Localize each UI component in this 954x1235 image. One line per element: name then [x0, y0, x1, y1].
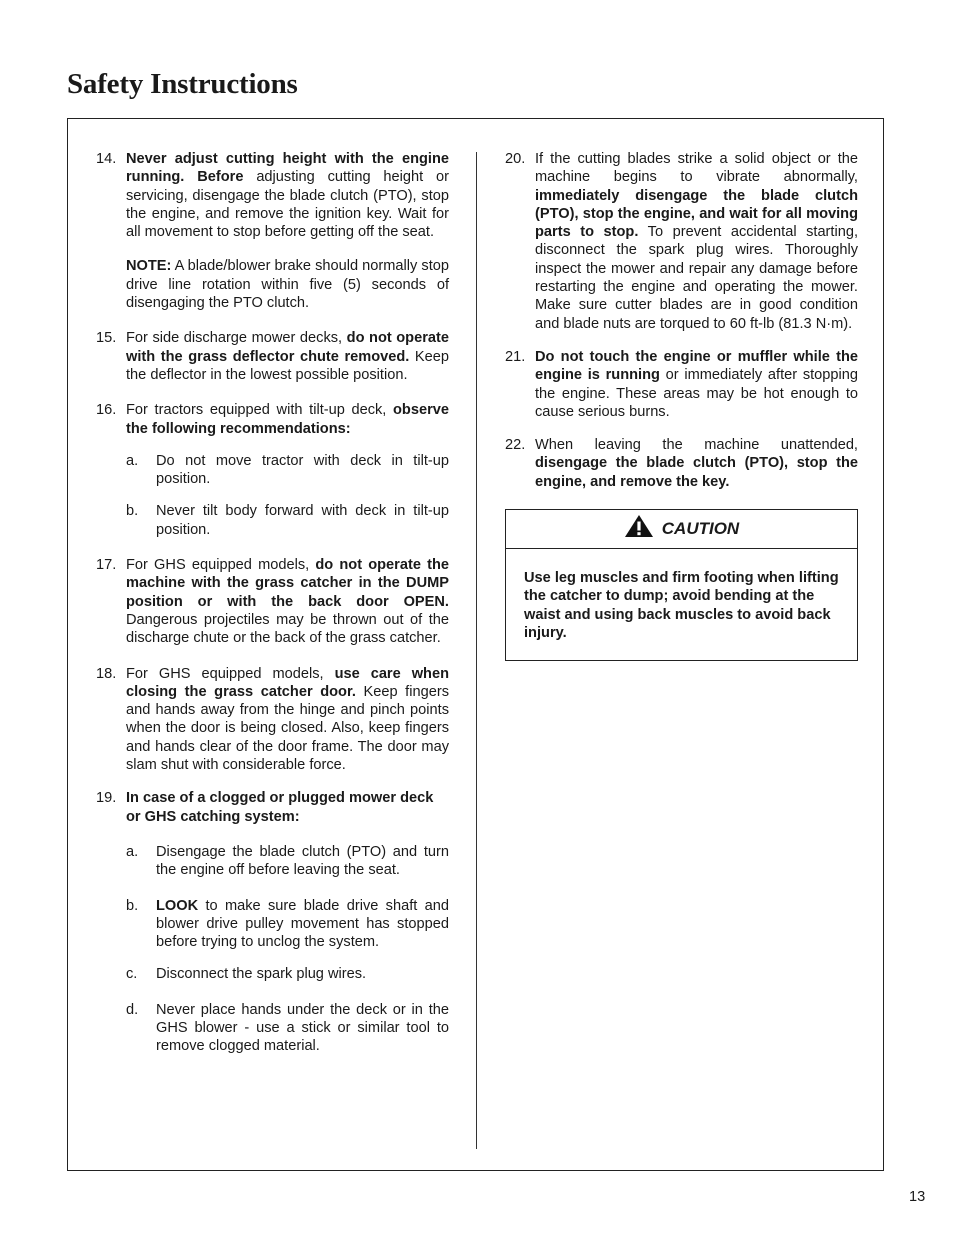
note: NOTE: A blade/blower brake should normally stop drive line rotation within five (5) seconds of disengaging the PTO clutch.: [126, 258, 449, 312]
instruction-20: 20. If the cutting blades strike a solid object or the machine begins to vibrate abnormally, immediately disengage the blade clutch (PTO), stop the engine, and wait for all moving parts to stop. To prevent accidental starting, disconnect the spark plug wires. Thoroughly inspect the mower and repair any damage before restarting the engine and operating the mower. Make sure cutter blades are in good condition and blade nuts are torqued to 60 ft-lb (81.3 N·m).: [505, 151, 859, 332]
item-number: 20.: [505, 151, 526, 167]
item-number: 18.: [96, 665, 117, 682]
item-number: 14.: [96, 151, 117, 167]
left-column: [96, 150, 449, 1056]
column-divider: [476, 152, 477, 1149]
instruction-18: 18. For GHS equipped models, use care when closing the grass catcher door. Keep fingers and hands away from the hinge and pinch points when the door is being closed. Also, keep fingers and hands clear of the door frame. The door may slam shut with considerable force.: [96, 665, 449, 774]
page-title: Safety Instructions: [67, 68, 298, 100]
instruction-21: 21. Do not touch the engine or muffler while the engine is running or immediately after stopping the engine. These areas may be hot enough to cause serious burns.: [505, 348, 858, 420]
instruction-14: 14. Never adjust cutting height with the engine running. Before adjusting cutting height or servicing, disengage the blade clutch (PTO), stop the engine, and remove the ignition key. Wait for all movement to stop before getting off the seat. NOTE: A blade/blower brake should normally stop drive line rotation within five (5) seconds of disengaging the PTO clutch.: [96, 151, 450, 312]
page-number: 13: [909, 1189, 926, 1205]
instruction-22: 22. When leaving the machine unattended, disengage the blade clutch (PTO), stop the engine, and remove the key.: [505, 437, 858, 490]
instruction-16: 16. For tractors equipped with tilt-up deck, observe the following recommendations: a. Do not move tractor with deck in tilt-up position. b. Never tilt body forward with deck in tilt-up position.: [96, 402, 449, 538]
instruction-19: 19. In case of a clogged or plugged mower deck or GHS catching system: a. Disengage the blade clutch (PTO) and turn the engine off before leaving the seat. b. LOOK to make sure blade drive shaft and blower drive pulley movement has stopped before trying to unclog the system. c. Disconnect the spark plug wires. d. Never place hands under the deck or in the GHS blower - use a stick or similar tool to remove clogged material.: [96, 790, 449, 1055]
sub-item: c. Disconnect the spark plug wires.: [126, 966, 367, 983]
warning-triangle-icon: [624, 514, 654, 543]
item-number: 19.: [96, 790, 117, 807]
right-column: [505, 150, 858, 661]
sub-item: b. Never tilt body forward with deck in tilt-up position.: [126, 503, 449, 538]
caution-box: [505, 509, 858, 661]
caution-title: CAUTION: [661, 518, 740, 538]
instruction-17: 17. For GHS equipped models, do not operate the machine with the grass catcher in the DUMP position or with the back door OPEN. Dangerous projectiles may be thrown out of the discharge chute or the back of the grass catcher.: [96, 557, 449, 647]
instruction-15: 15. For side discharge mower decks, do not operate with the grass deflector chute removed. Keep the deflector in the lowest possible position.: [96, 330, 450, 383]
caution-header: [506, 510, 857, 549]
item-number: 17.: [96, 557, 117, 574]
sub-item: d. Never place hands under the deck or in the GHS blower - use a stick or similar tool to remove clogged material.: [126, 1001, 449, 1055]
item-number: 22.: [505, 437, 526, 454]
sub-item: a. Disengage the blade clutch (PTO) and turn the engine off before leaving the seat.: [126, 843, 449, 879]
item-number: 15.: [96, 330, 117, 347]
item-number: 21.: [505, 348, 526, 365]
sub-item: b. LOOK to make sure blade drive shaft and blower drive pulley movement has stopped before trying to unclog the system.: [126, 897, 449, 951]
caution-text: Use leg muscles and firm footing when lifting the catcher to dump; avoid bending at the waist and using back muscles to avoid back injury.: [524, 570, 839, 641]
sub-item: a. Do not move tractor with deck in tilt-up position.: [126, 452, 449, 488]
item-number: 16.: [96, 402, 117, 419]
